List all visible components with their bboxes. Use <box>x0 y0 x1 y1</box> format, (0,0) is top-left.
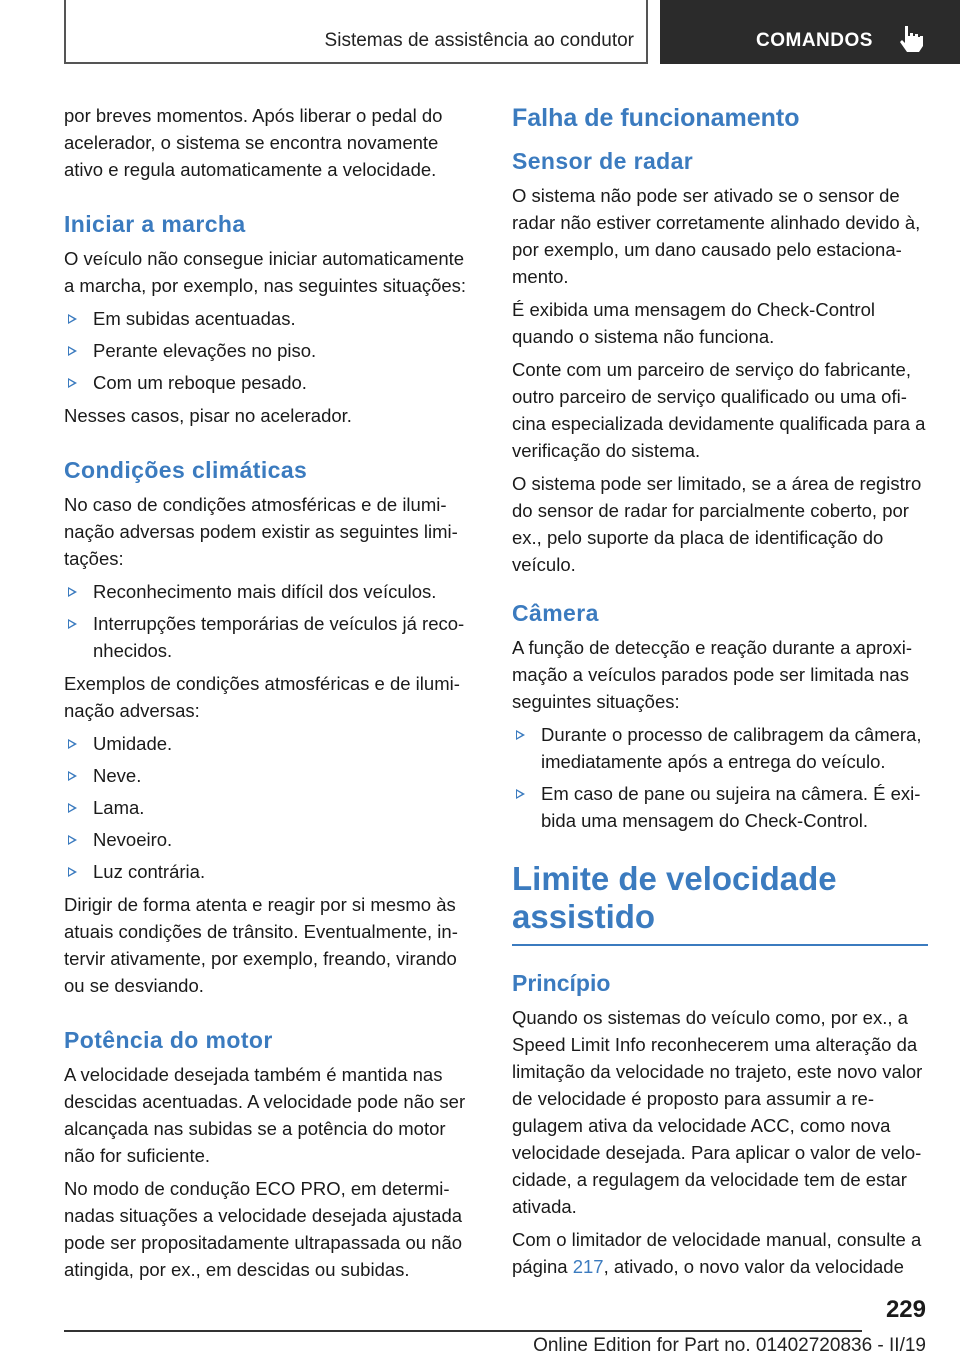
bullet-triangle-icon <box>68 835 77 845</box>
bullet-triangle-icon <box>68 619 77 629</box>
header-chapter-tab[interactable] <box>660 0 960 64</box>
header-section-title: Sistemas de assistência ao condutor <box>324 30 634 51</box>
page-link[interactable]: 217 <box>572 1256 604 1277</box>
list-item: Interrupções temporárias de veículos já reconhecidos. <box>64 610 478 664</box>
bullet-triangle-icon <box>516 789 525 799</box>
power-paragraph-2: No modo de condução ECO PRO, em determinadas situações a velocidade desejada ajustada pode ser propositadamente ultrapassada ou não atingida, por ex., em descidas ou subidas. <box>64 1178 463 1280</box>
list-item: Lama. <box>64 794 478 821</box>
footer-divider <box>64 1330 862 1332</box>
bullet-triangle-icon <box>68 803 77 813</box>
right-column <box>512 102 928 1286</box>
bullet-triangle-icon <box>68 739 77 749</box>
radar-paragraph-1: O sistema não pode ser ativado se o sensor de radar não estiver corretamente alinhado devido à, por exemplo, um dano causado pelo estacionamento. <box>512 185 921 287</box>
bullet-triangle-icon <box>68 314 77 324</box>
left-column <box>64 102 478 1289</box>
list-item: Umidade. <box>64 730 478 757</box>
start-outro: Nesses casos, pisar no acelerador. <box>64 405 352 426</box>
principle-paragraph-2: Com o limitador de velocidade manual, consulte a página 217, ativado, o novo valor da velocidade <box>512 1229 922 1277</box>
list-item: Com um reboque pesado. <box>64 369 478 396</box>
bullet-triangle-icon <box>68 346 77 356</box>
hand-pointer-icon <box>896 24 926 54</box>
weather-intro: No caso de condições atmosféricas e de iluminação adversas podem existir as seguintes limitações: <box>64 494 458 569</box>
start-intro: O veículo não consegue iniciar automaticamente a marcha, por exemplo, nas seguintes situações: <box>64 248 467 296</box>
list-item: Perante elevações no piso. <box>64 337 478 364</box>
bullet-triangle-icon <box>68 587 77 597</box>
limit-heading: Limite de velocidade assistido <box>512 860 928 946</box>
list-item: Reconhecimento mais difícil dos veículos. <box>64 578 478 605</box>
start-heading: Iniciar a marcha <box>64 211 246 237</box>
list-item: Durante o processo de calibragem da câmera, imediatamente após a entrega do veículo. <box>512 721 928 775</box>
principle-heading: Princípio <box>512 970 611 996</box>
start-list <box>64 305 478 396</box>
power-heading: Potência do motor <box>64 1027 273 1053</box>
power-paragraph-1: A velocidade desejada também é mantida nas descidas acentuadas. A velocidade pode não ser alcançada nas subidas se a potência do motor não for suficiente. <box>64 1064 466 1166</box>
footer-edition: Online Edition for Part no. 01402720836 - II/19 <box>533 1335 926 1356</box>
page-number: 229 <box>885 1296 926 1323</box>
intro-paragraph: por breves momentos. Após liberar o pedal do acelerador, o sistema se encontra novamente ativo e regula automaticamente a velocidade. <box>64 105 443 180</box>
weather-outro: Dirigir de forma atenta e reagir por si mesmo às atuais condições de trânsito. Eventualmente, intervir ativamente, por exemplo, freando, virando ou se desviando. <box>64 894 458 996</box>
bullet-triangle-icon <box>516 730 525 740</box>
malfunction-heading: Falha de funcionamento <box>512 104 800 132</box>
bullet-triangle-icon <box>68 867 77 877</box>
list-item: Em subidas acentuadas. <box>64 305 478 332</box>
header-chapter-label: COMANDOS <box>756 30 873 51</box>
radar-paragraph-4: O sistema pode ser limitado, se a área de registro do sensor de radar for parcialmente coberto, por ex., pelo suporte da placa de identificação do veículo. <box>512 473 922 575</box>
list-item: Nevoeiro. <box>64 826 478 853</box>
weather-examples-list <box>64 730 478 885</box>
camera-heading: Câmera <box>512 600 599 626</box>
list-item: Luz contrária. <box>64 858 478 885</box>
header-section-box <box>64 0 648 64</box>
weather-heading: Condições climáticas <box>64 457 308 483</box>
radar-paragraph-3: Conte com um parceiro de serviço do fabricante, outro parceiro de serviço qualificado ou uma oficina especializada devidamente qualificada para a verificação do sistema. <box>512 359 926 461</box>
bullet-triangle-icon <box>68 378 77 388</box>
weather-list <box>64 578 478 664</box>
radar-paragraph-2: É exibida uma mensagem do Check-Control quando o sistema não funciona. <box>512 299 875 347</box>
list-item: Em caso de pane ou sujeira na câmera. É exibida uma mensagem do Check-Control. <box>512 780 928 834</box>
camera-intro: A função de detecção e reação durante a aproximação a veículos parados pode ser limitada nas seguintes situações: <box>512 637 913 712</box>
bullet-triangle-icon <box>68 771 77 781</box>
list-item: Neve. <box>64 762 478 789</box>
principle-paragraph-1: Quando os sistemas do veículo como, por ex., a Speed Limit Info reconhecerem uma alteração da limitação da velocidade no trajeto, este novo valor de velocidade é proposto para assumir a regulagem ativa da velocidade ACC, como nova velocidade desejada. Para aplicar o valor de velocidade, a regulagem da velocidade tem de estar ativada. <box>512 1007 923 1217</box>
camera-list <box>512 721 928 834</box>
radar-heading: Sensor de radar <box>512 148 694 174</box>
weather-examples-intro: Exemplos de condições atmosféricas e de iluminação adversas: <box>64 673 460 721</box>
